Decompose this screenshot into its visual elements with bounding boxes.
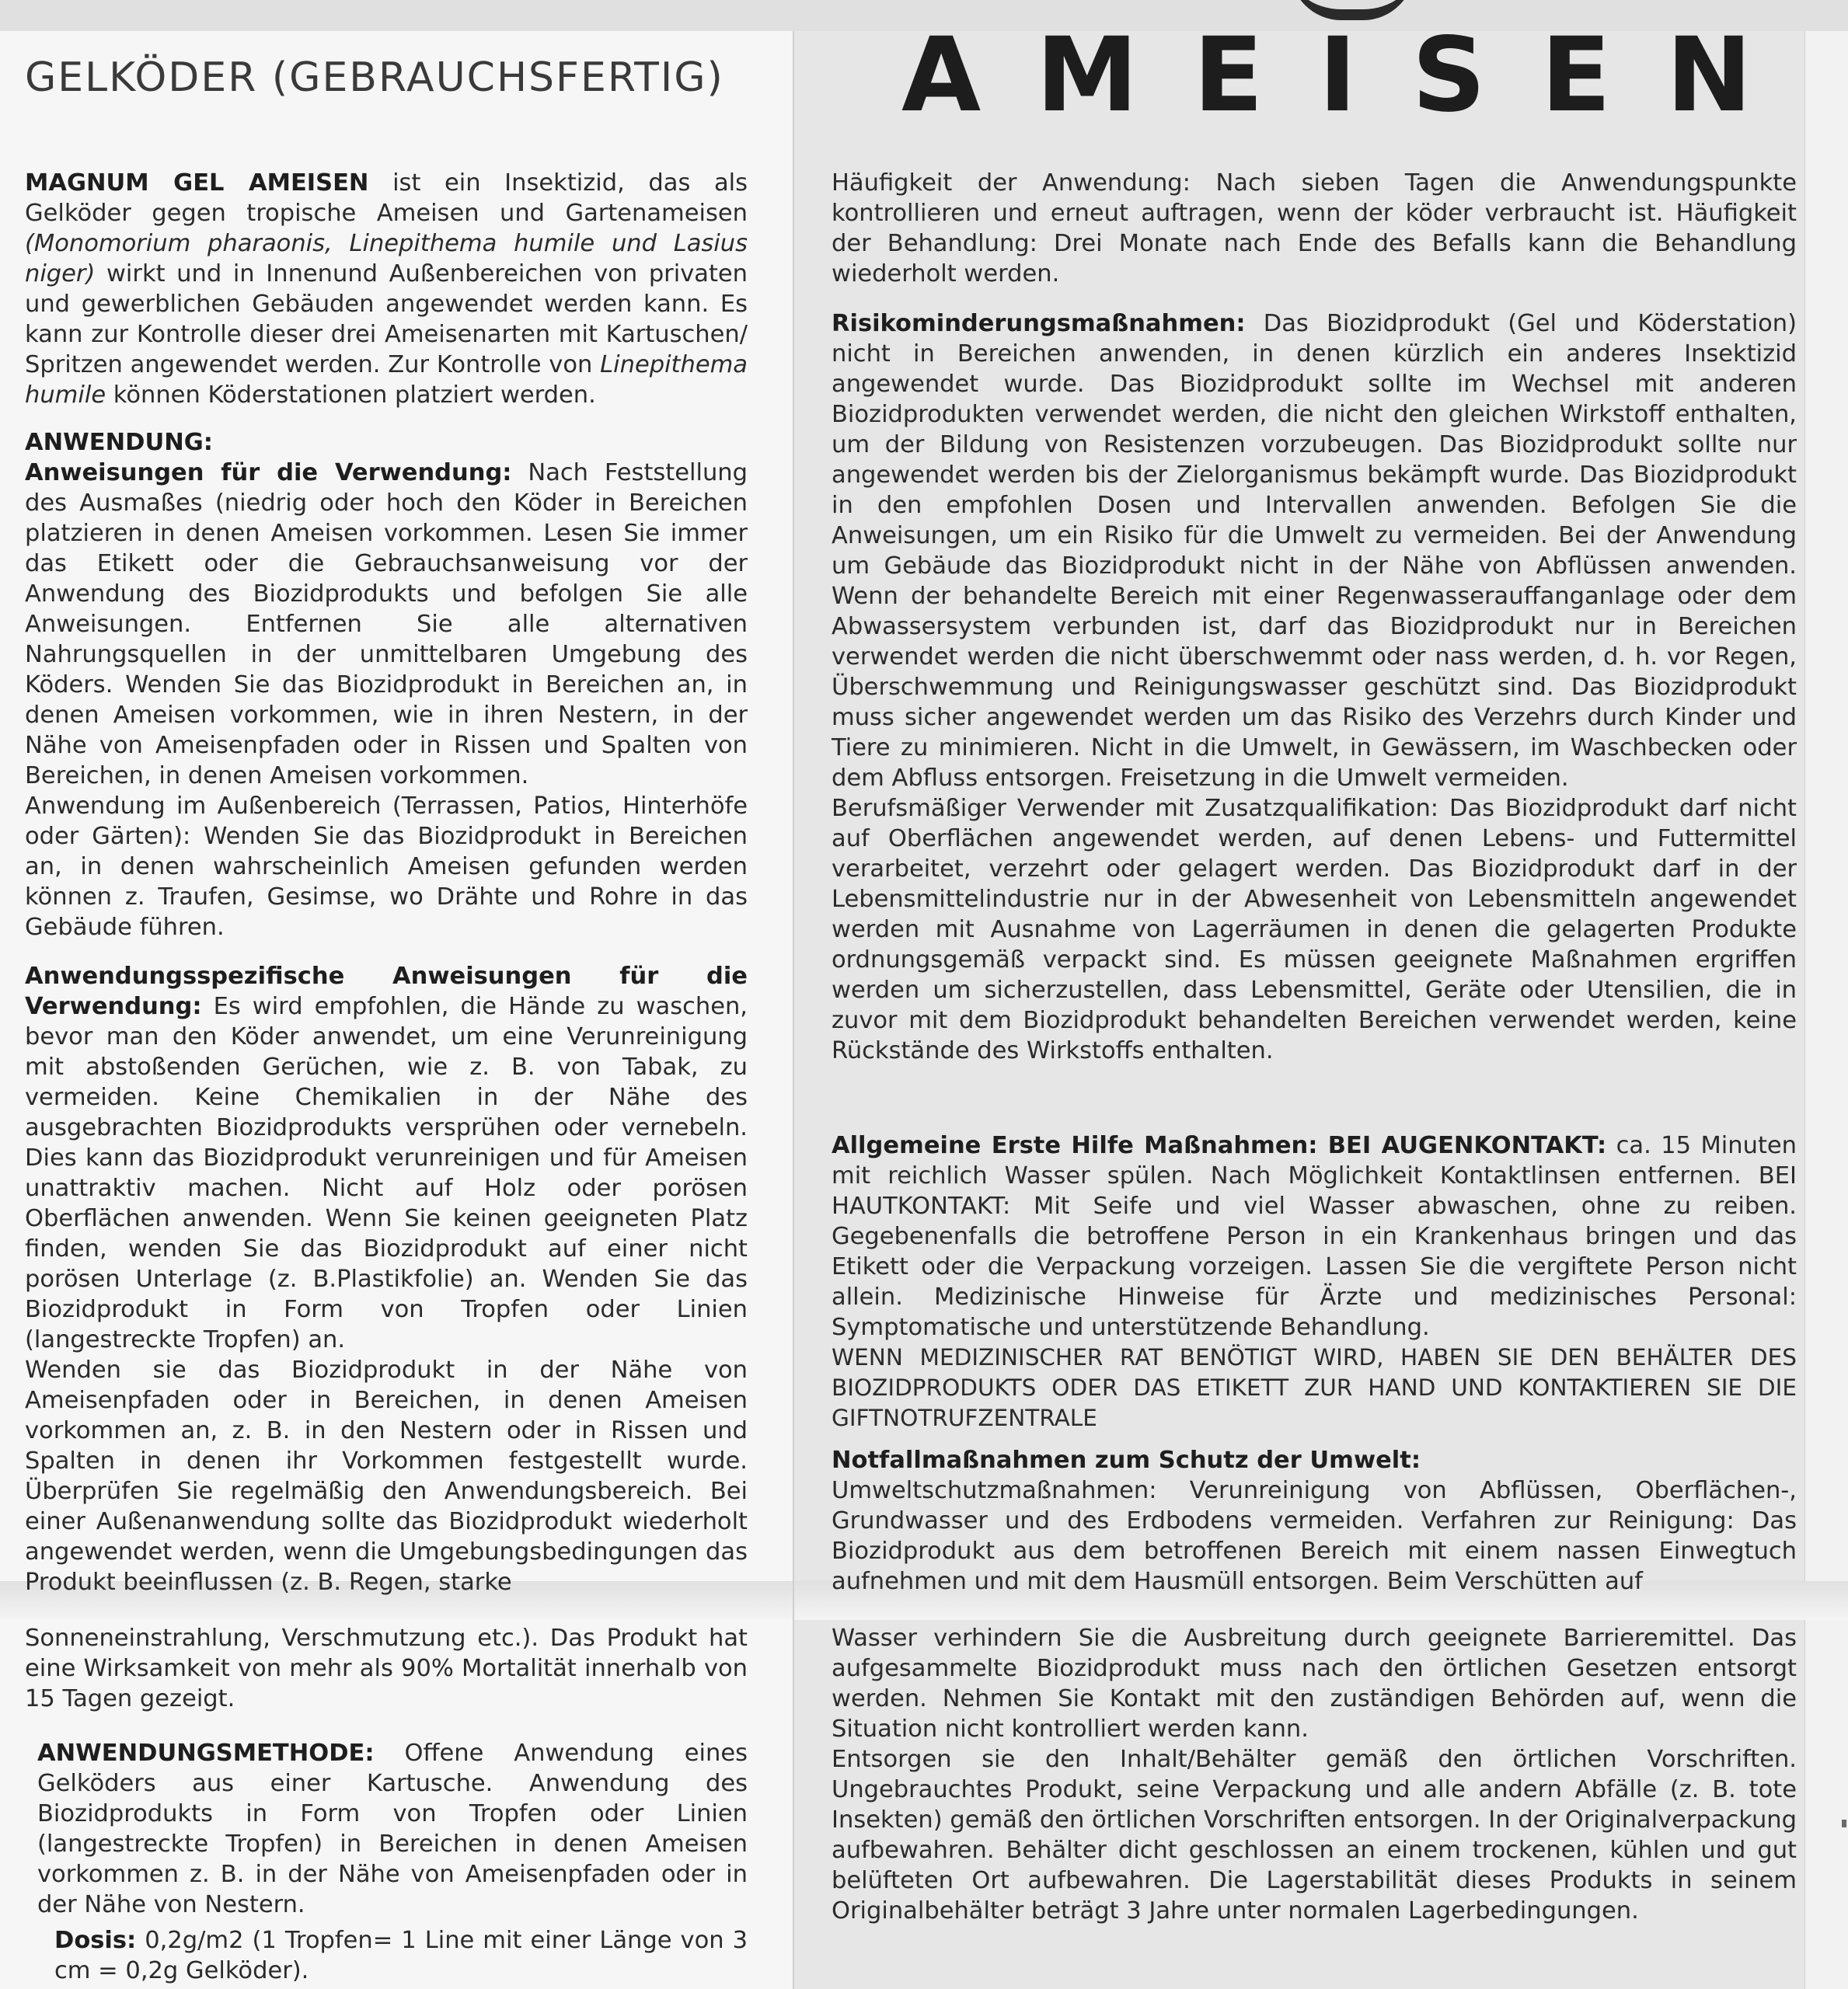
anwendung-text-2: Anwendung im Außenbereich (Terrassen, Patios, Hinterhöfe oder Gärten): Wenden Sie das Biozidprodukt in Bereichen an, in denen wahrscheinlich Ameisen gefunden werden können z. Traufen, Gesimse, wo Drähte und Rohre in das Gebäude führen. <box>25 792 748 941</box>
intro-paragraph <box>25 168 748 410</box>
spezifisch-text: Es wird empfohlen, die Hände zu waschen, bevor man den Köder anwendet, um eine Verunreinigung mit abstoßenden Gerüchen, wie z. B. von Tabak, zu vermeiden. Keine Chemikalien in der Nähe des ausgebrachten Biozidprodukts versprühen oder vernebeln. Dies kann das Biozidprodukt verunreinigen und für Ameisen unattraktiv machen. Nicht auf Holz oder porösen Oberflächen anwenden. Wenn Sie keinen geeigneten Platz finden, wenden Sie das Biozidprodukt auf einer nicht porösen Unterlage (z. B.Plastikfolie) an. Wenden Sie das Biozidprodukt in Form von Tropfen oder Linien (langestreckte Tropfen) an. <box>25 993 748 1353</box>
methode-text: Offene Anwendung eines Gelköders aus einer Kartusche. Anwendung des Biozidprodukts in Form von Tropfen oder Linien (langestreckte Tropfen) in Bereichen in denen Ameisen vorkommen z. B. in der Nähe von Ameisenpfaden oder in der Nähe von Nestern. <box>37 1740 748 1918</box>
spezifisch-section <box>25 961 748 1597</box>
dosis-text: 0,2g/m2 (1 Tropfen= 1 Line mit einer Länge von 3 cm = 0,2g Gelköder). <box>54 1927 748 1984</box>
methode-section <box>37 1738 748 1920</box>
haeufigkeit-paragraph: Häufigkeit der Anwendung: Nach sieben Tagen die Anwendungspunkte kontrollieren und erneut auftragen, wenn der köder verbraucht ist. Häufigkeit der Behandlung: Drei Monate nach Ende des Befalls kann die Behandlung wiederholt werden. <box>832 169 1797 287</box>
anwendung-heading: ANWENDUNG: <box>25 429 213 456</box>
product-name: MAGNUM GEL AMEISEN <box>25 169 369 197</box>
risiko-heading: Risikominderungsmaßnahmen: <box>832 310 1246 337</box>
intro-text-3: können Köderstationen platziert werden. <box>106 381 596 409</box>
erste-hilfe-section <box>832 1130 1797 1433</box>
left-title: GELKÖDER (GEBRAUCHSFERTIG) <box>25 54 724 101</box>
column-divider <box>793 31 794 1989</box>
entsorgung-paragraph: Entsorgen sie den Inhalt/Behälter gemäß den örtlichen Vorschriften. Ungebrauchtes Produkt, seine Verpackung und alle andern Abfälle (z. B. tote Insekten) gemäß den örtlichen Vorschriften entsorgen. In der Originalverpackung aufbewahren. Behälter dicht geschlossen an einem trockenen, kühlen und gut belüfteten Ort aufbewahren. Die Lagerstabilität dieses Produkts in seinem Originalbehälter beträgt 3 Jahre unter normalen Lagerbedingungen. <box>832 1746 1797 1925</box>
methode-heading: ANWENDUNGSMETHODE: <box>37 1740 375 1767</box>
dosis-heading: Dosis: <box>54 1927 137 1954</box>
notfall-heading: Notfallmaßnahmen zum Schutz der Umwelt: <box>832 1447 1421 1474</box>
risiko-section <box>832 308 1797 1066</box>
erste-hilfe-text: ca. 15 Minuten mit reichlich Wasser spülen. Nach Möglichkeit Kontaktlinsen entfernen. BEI HAUTKONTAKT: Mit Seife und viel Wasser abwaschen, ohne zu reiben. Gegebenenfalls die betroffene Person in ein Krankenhaus bringen und das Etikett oder die Verpackung vorzeigen. Lassen Sie die vergiftete Person nicht allein. Medizinische Hinweise für Ärzte und medizinisches Personal: Symptomatische und unterstützende Behandlung. <box>832 1132 1797 1341</box>
erste-hilfe-heading: Allgemeine Erste Hilfe Maßnahmen: BEI AUGENKONTAKT: <box>832 1132 1607 1159</box>
risiko-text: Das Biozidprodukt (Gel und Köderstation) nicht in Bereichen anwenden, in denen kürzlich ein anderes Insektizid angewendet wurde. Das Biozidprodukt sollte im Wechsel mit anderen Biozidprodukten verwendet werden, die nicht den gleichen Wirkstoff enthalten, um der Bildung von Resistenzen vorzubeugen. Das Biozidprodukt sollte nur angewendet werden bis der Zielorganismus bekämpft wurde. Das Biozidprodukt in den empfohlen Dosen und Intervallen anwenden. Befolgen Sie die Anweisungen, um ein Risiko für die Umwelt zu vermeiden. Bei der Anwendung um Gebäude das Biozidprodukt nicht in der Nähe von Abflüssen anwenden. Wenn der behandelte Bereich mit einer Regenwasserauffanganlage oder dem Abwassersystem verbunden ist, darf das Biozidprodukt nur in Bereichen verwendet werden die nicht überschwemmt oder nass werden, d. h. vor Regen, Überschwemmung und Reinigungswasser geschützt sind. Das Biozidprodukt muss sicher angewendet werden um das Risiko des Verzehrs durch Kinder und Tiere zu minimieren. Nicht in die Umwelt, in Gewässern, im Waschbecken oder dem Abfluss entsorgen. Freisetzung in die Umwelt vermeiden. <box>832 310 1797 792</box>
anwendung-text: Nach Feststellung des Ausmaßes (niedrig oder hoch den Köder in Bereichen platzieren in denen Ameisen vorkommen. Lesen Sie immer das Etikett oder die Gebrauchsanweisung vor der Anwendung des Biozidprodukts und befolgen Sie alle Anweisungen. Entfernen Sie alle alternativen Nahrungsquellen in der unmittelbaren Umgebung des Köders. Wenden Sie das Biozidprodukt in Bereichen an, in denen Ameisen vorkommen, wie in ihren Nestern, in der Nähe von Ameisenpfaden oder in Rissen und Spalten von Bereichen, in denen Ameisen vorkommen. <box>25 459 748 789</box>
left-continuation: Sonneneinstrahlung, Verschmutzung etc.). Das Produkt hat eine Wirksamkeit von mehr als 90% Mortalität innerhalb von 15 Tagen gezeigt. <box>25 1625 748 1712</box>
edge-mark <box>1842 1820 1846 1827</box>
page-edge <box>1804 31 1848 1989</box>
dosis-section <box>54 1925 748 1986</box>
intro-species: (Monomorium pharaonis, Linepithema humile und Lasius niger) <box>25 230 748 287</box>
notfall-section <box>832 1445 1797 1597</box>
intro-text-1: ist ein Insektizid, das als Gelköder gegen tropische Ameisen und Gartenameisen <box>25 169 748 227</box>
spezifisch-text-2: Wenden sie das Biozidprodukt in der Nähe von Ameisenpfaden oder in Bereichen, in denen Ameisen vorkommen an, z. B. in den Nestern oder in Rissen und Spalten in denen ihr Vorkommen festgestellt wurde. Überprüfen Sie regelmäßig den Anwendungsbereich. Bei einer Außenanwendung sollte das Biozidprodukt wiederholt angewendet werden, wenn die Umgebungsbedingungen das Produkt beeinflussen (z. B. Regen, starke <box>25 1357 748 1596</box>
spezifisch-heading: Anwendungsspezifische Anweisungen für die Verwendung: <box>25 963 748 1020</box>
risiko-text-2: Berufsmäßiger Verwender mit Zusatzqualifikation: Das Biozidprodukt darf nicht auf Oberflächen angewendet werden, auf denen Lebens- und Futtermittel verarbeitet, verzehrt oder gelagert werden. Das Biozidprodukt darf in der Lebensmittelindustrie nur in der Abwesenheit von Lebensmitteln angewendet werden mit Ausnahme von Lagerräumen in denen die gelagerten Produkte ordnungsgemäß verpackt sind. Es müssen geeignete Maßnahmen ergriffen werden um sicherzustellen, dass Lebensmittel, Geräte oder Utensilien, die in zuvor mit dem Biozidprodukt behandelten Bereichen verwendet werden, keine Rückstände des Wirkstoffs enthalten. <box>832 795 1797 1064</box>
erste-hilfe-warning: WENN MEDIZINISCHER RAT BENÖTIGT WIRD, HABEN SIE DEN BEHÄLTER DES BIOZIDPRODUKTS ODER DAS ETIKETT ZUR HAND UND KONTAKTIEREN SIE DIE GIFTNOTRUFZENTRALE <box>832 1344 1797 1431</box>
intro-text-2: wirkt und in Innenund Außenbereichen von privaten und gewerblichen Gebäuden angewendet werden kann. Es kann zur Kontrolle dieser drei Ameisenarten mit Kartuschen/ Spritzen angewendet werden. Zur Kontrolle von <box>25 260 748 378</box>
anwendung-section <box>25 427 748 942</box>
anwendung-subheading: Anweisungen für die Verwendung: <box>25 459 512 486</box>
notfall-text: Umweltschutzmaßnahmen: Verunreinigung von Abflüssen, Oberflächen-, Grundwasser und des Erdbodens vermeiden. Verfahren zur Reinigung: Das Biozidprodukt aus dem betroffenen Bereich mit einem nassen Einwegtuch aufnehmen und mit dem Hausmüll entsorgen. Beim Verschütten auf <box>832 1477 1797 1595</box>
right-title: AMEISEN <box>901 16 1808 135</box>
intro-species-2: Linepithema humile <box>25 351 748 409</box>
right-continuation: Wasser verhindern Sie die Ausbreitung durch geeignete Barrieremittel. Das aufgesammelte Biozidprodukt muss nach den örtlichen Gesetzen entsorgt werden. Nehmen Sie Kontakt mit den zuständigen Behörden auf, wenn die Situation nicht kontrolliert werden kann. <box>832 1625 1797 1743</box>
